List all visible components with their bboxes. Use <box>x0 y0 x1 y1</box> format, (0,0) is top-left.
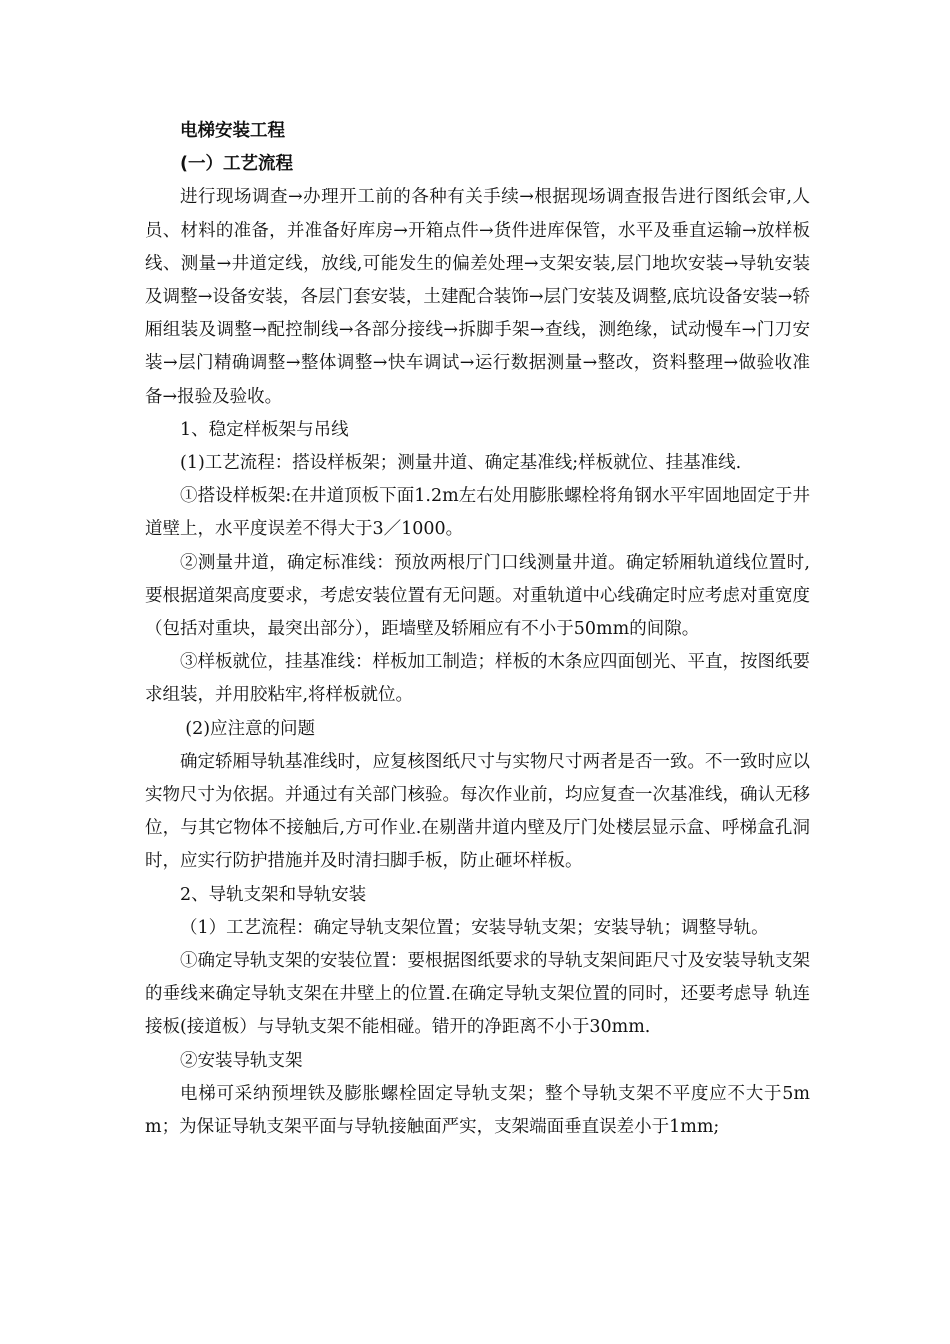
item-1-flow: (1)工艺流程：搭设样板架；测量井道、确定基准线;样板就位、挂基准线. <box>180 453 742 474</box>
item-1-step-2: ②测量井道，确定标准线：预放两根厅门口线测量井道。确定轿厢轨道线位置时,要根据道架高度要求，考虑安装位置有无问题。对重轨道中心线确定时应考虑对重宽度（包括对重块，最突出部分），距墙壁及轿厢应有不小于50mm的间隙。 <box>145 552 810 640</box>
item-1-step-1: ①搭设样板架:在井道顶板下面1.2m左右处用膨胀螺栓将角钢水平牢固地固定于井道壁上，水平度误差不得大于3／1000。 <box>145 486 810 540</box>
item-2-title: 2、导轨支架和导轨安装 <box>180 884 367 905</box>
item-2-step-1: ①确定导轨支架的安装位置：要根据图纸要求的导轨支架间距尺寸及安装导轨支架的垂线来确定导轨支架在井壁上的位置.在确定导轨支架位置的同时，还要考虑导 轨连接板(接道板）与导轨支架不能相碰。错开的净距离不小于30mm. <box>145 951 810 1038</box>
item-2-flow: （1）工艺流程：确定导轨支架位置；安装导轨支架；安装导轨；调整导轨。 <box>180 917 769 938</box>
document-body <box>145 115 810 1144</box>
document-title: 电梯安装工程 <box>180 121 285 141</box>
item-1-step-3: ③样板就位，挂基准线：样板加工制造；样板的木条应四面刨光、平直，按图纸要求组装，并用胶粘牢,将样板就位。 <box>145 652 810 706</box>
item-1-title: 1、稳定样板架与吊线 <box>180 419 349 440</box>
item-2-step-2: ②安装导轨支架 <box>180 1050 303 1071</box>
item-1-notes-title: (2)应注意的问题 <box>185 718 316 739</box>
paragraph-flow-intro: 进行现场调查→办理开工前的各种有关手续→根据现场调查报告进行图纸会审,人员、材料的准备，并准备好库房→开箱点件→货件进库保管，水平及垂直运输→放样板线、测量→井道定线，放线,可能发生的偏差处理→支架安装,层门地坎安装→导轨安装及调整→设备安装，各层门套安装，土建配合装饰→层门安装及调整,底坑设备安装→轿厢组装及调整→配控制线→各部分接线→拆脚手架→查线，测绝缘，试动慢车→门刀安装→层门精确调整→整体调整→快车调试→运行数据测量→整改，资料整理→做验收准备→报验及验收。 <box>145 187 810 407</box>
item-1-notes: 确定轿厢导轨基准线时，应复核图纸尺寸与实物尺寸两者是否一致。不一致时应以实物尺寸为依据。并通过有关部门核验。每次作业前，均应复查一次基准线，确认无移位，与其它物体不接触后,方可作业.在剔凿井道内壁及厅门处楼层显示盒、呼梯盒孔洞时，应实行防护措施并及时清扫脚手板，防止砸坏样板。 <box>145 751 810 872</box>
item-2-step-2-text: 电梯可采纳预埋铁及膨胀螺栓固定导轨支架；整个导轨支架不平度应不大于5mm；为保证导轨支架平面与导轨接触面严实，支架端面垂直误差小于1mm; <box>145 1083 810 1138</box>
section-heading-process-flow: (一）工艺流程 <box>180 154 293 175</box>
